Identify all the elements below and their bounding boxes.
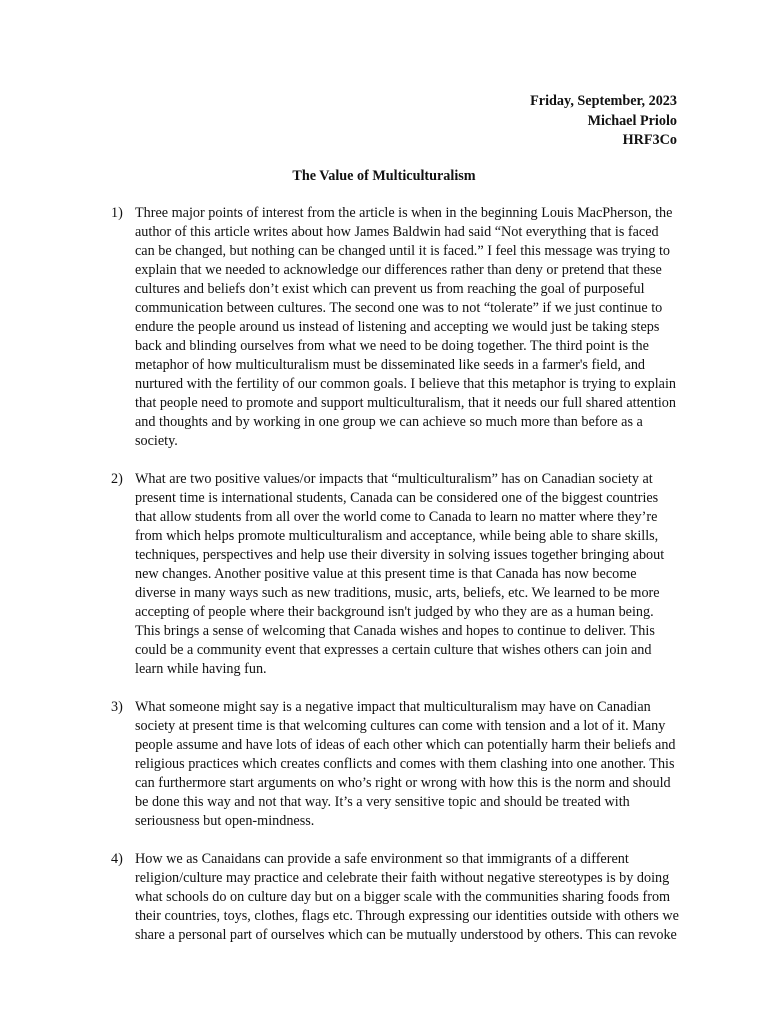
document-header [530, 92, 677, 151]
question-item-1 [111, 204, 681, 451]
question-item-4 [111, 850, 681, 945]
question-number: 1) [111, 205, 123, 221]
question-answer-text: What someone might say is a negative impact that multiculturalism may have on Canadian society at present time is that welcoming cultures can come with tension and a lot of it. Many people assume and have lots of ideas of each other which can potentially harm their beliefs and religious practices which creates conflicts and comes with them clashing into one another. This can furthermore start arguments on who’s right or wrong with how this is the norm and should be done this way and not that way. It’s a very sensitive topic and should be treated with seriousness but open-mindness. [135, 699, 676, 829]
question-answer-text: How we as Canaidans can provide a safe environment so that immigrants of a different religion/culture may practice and celebrate their faith without negative stereotypes is by doing what schools do on culture day but on a bigger scale with the communities sharing foods from their countries, toys, clothes, flags etc. Through expressing our identities outside with others we share a personal part of ourselves which can be mutually understood by others. This can revoke [135, 851, 679, 943]
header-author-name: Michael Priolo [587, 112, 677, 129]
question-answer-text: Three major points of interest from the article is when in the beginning Louis MacPherson, the author of this article writes about how James Baldwin had said “Not everything that is faced can be changed, but nothing can be changed until it is faced.” I feel this message was trying to explain that we needed to acknowledge our differences rather than deny or pretend that these cultures and beliefs don’t exist which can prevent us from reaching the goal of purposeful communication between cultures. The second one was to not “tolerate” if we just continue to endure the people around us instead of listening and accepting we would just be taking steps back and blinding ourselves from what we need to be doing together. The third point is the metaphor of how multiculturalism must be disseminated like seeds in a farmer's field, and nurtured with the fertility of our common goals. I believe that this metaphor is trying to explain that people need to promote and support multiculturalism, that it needs our full shared attention and thoughts and by working in one group we can achieve so much more than before as a society. [135, 205, 676, 449]
document-title: The Value of Multiculturalism [292, 168, 476, 184]
question-list [111, 204, 681, 964]
question-number: 4) [111, 851, 123, 867]
question-answer-text: What are two positive values/or impacts that “multiculturalism” has on Canadian society at present time is international students, Canada can be considered one of the biggest countries that allow students from all over the world come to Canada to learn no matter where they’re from which helps promote multiculturalism and acceptance, while being able to share skills, techniques, perspectives and help use their diversity in solving issues together bringing about new changes. Another positive value at this present time is that Canada has now become diverse in many ways such as new traditions, music, arts, beliefs, etc. We learned to be more accepting of people where their background isn't judged by who they are as a human being. This brings a sense of welcoming that Canada wishes and hopes to continue to deliver. This could be a community event that expresses a certain culture that wishes others can join and learn while having fun. [135, 471, 665, 677]
header-course-code: HRF3Co [622, 132, 677, 148]
question-number: 2) [111, 471, 123, 487]
question-number: 3) [111, 699, 123, 715]
header-date: Friday, September, 2023 [530, 93, 677, 109]
question-item-3 [111, 698, 681, 831]
question-item-2 [111, 470, 681, 679]
